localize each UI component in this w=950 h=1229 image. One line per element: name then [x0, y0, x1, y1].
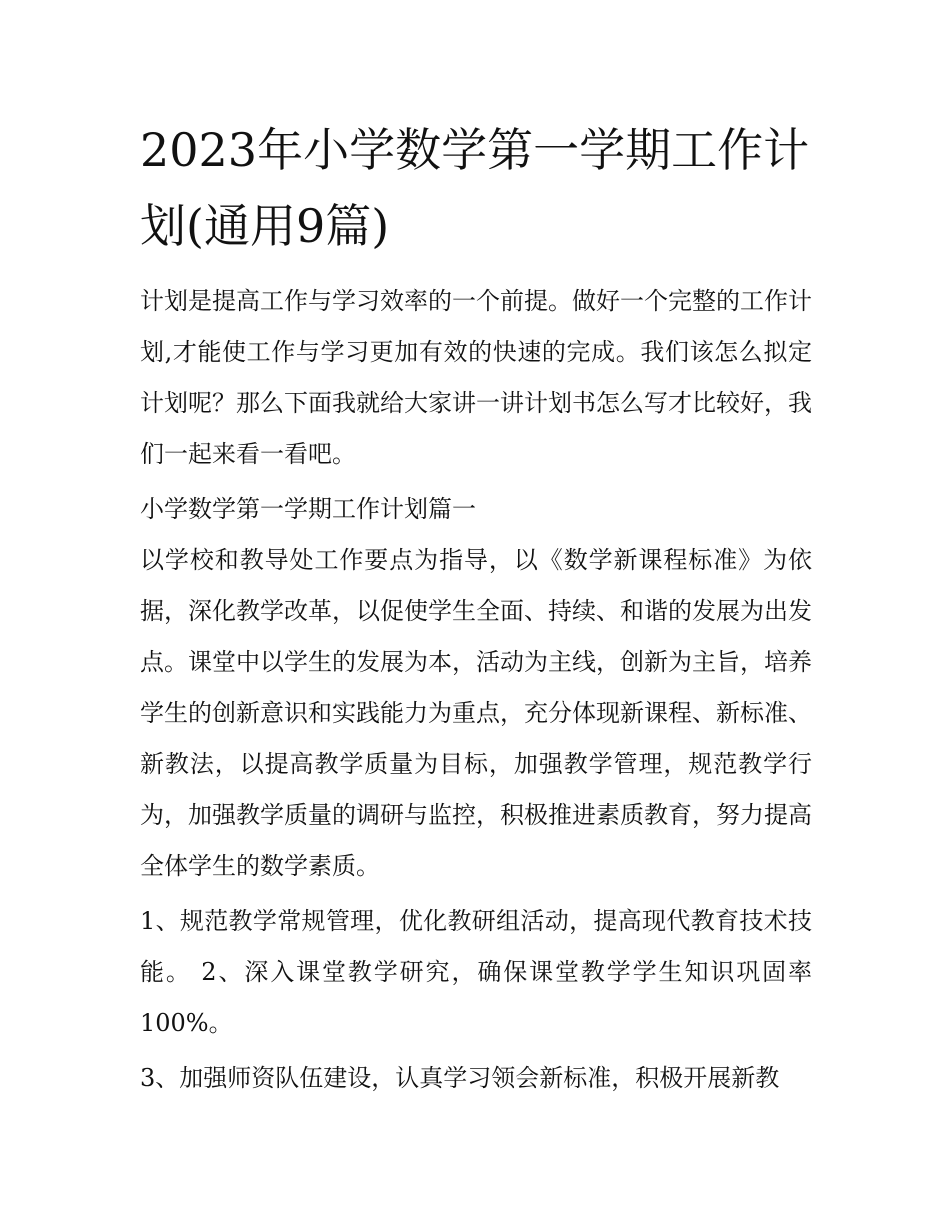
list-item: 1、规范教学常规管理，优化教研组活动，提高现代教育技术技能。 2、深入课堂教学研究，确保课堂教学学生知识巩固率100%。: [140, 907, 812, 1037]
section-heading: 小学数学第一学期工作计划篇一: [140, 495, 476, 523]
guiding-paragraph: 以学校和教导处工作要点为指导，以《数学新课程标准》为依据，深化教学改革，以促使学生全面、持续、和谐的发展为出发点。课堂中以学生的发展为本，活动为主线，创新为主旨，培养学生的创新意识和实践能力为重点，充分体现新课程、新标准、新教法，以提高教学质量为目标，加强教学管理，规范教学行为，加强教学质量的调研与监控，积极推进素质教育，努力提高全体学生的数学素质。: [140, 546, 812, 880]
intro-paragraph: 计划是提高工作与学习效率的一个前提。做好一个完整的工作计划,才能使工作与学习更加有效的快速的完成。我们该怎么拟定计划呢？那么下面我就给大家讲一讲计划书怎么写才比较好，我们一起来看一看吧。: [140, 287, 812, 468]
list-item: 3、加强师资队伍建设，认真学习领会新标准，积极开展新教: [140, 1064, 780, 1092]
document-title: 2023年小学数学第一学期工作计划(通用9篇): [140, 123, 810, 253]
document-body: [140, 112, 812, 1104]
